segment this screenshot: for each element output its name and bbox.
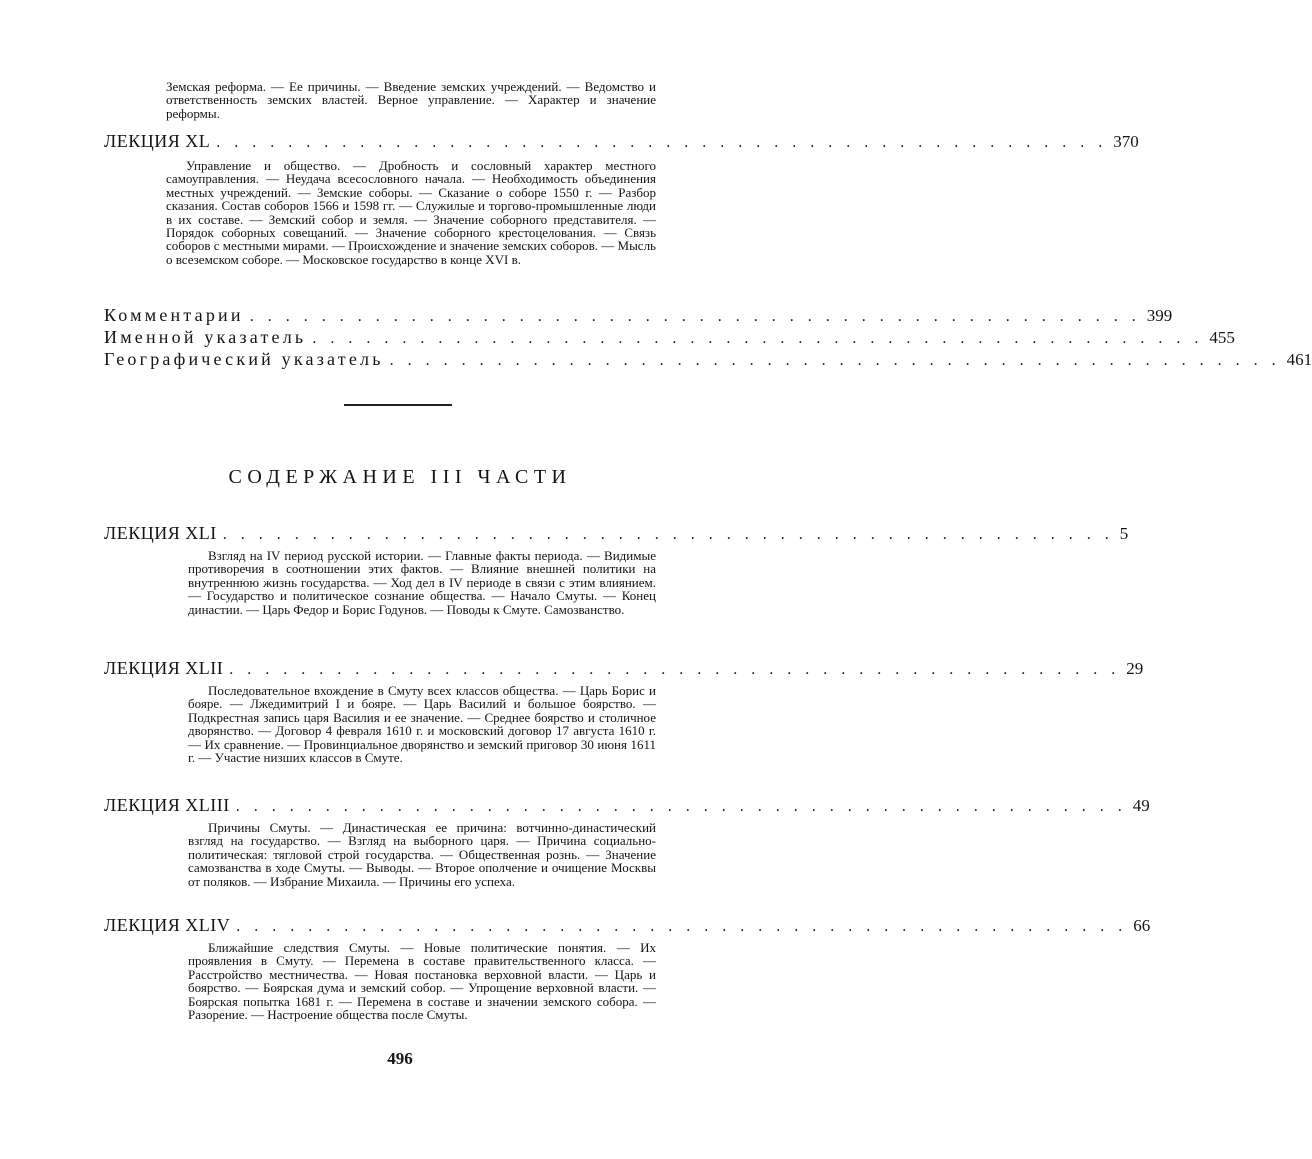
page-ref: 66 <box>1133 916 1151 935</box>
dot-leader: . . . . . . . . . . . . . . . . . . . . . . . . . . . . . . . . . . . . . . . . . . . . . . . . . . <box>216 134 1108 151</box>
dot-leader: . . . . . . . . . . . . . . . . . . . . . . . . . . . . . . . . . . . . . . . . . . . . . . . . . . <box>229 661 1121 678</box>
toc-entry-geo-index <box>104 348 1312 372</box>
lecture-summary: Управление и общество. — Дробность и сословный характер местного самоуправления. — Неудача всесословного начала. — Необходимость объединения местных учреждений. — Земские соборы. — Сказание о соборе 1550 г. — Разбор сказания. Состав соборов 1566 и 1598 гг. — Служилые и торгово-промышленные люди в их составе. — Земский собор и земля. — Значение соборного представителя. — Порядок соборных совещаний. — Значение соборного крестоцелования. — Связь соборов с местными мирами. — Происхождение и значение земских соборов. — Мысль о всеземском соборе. — Московское государство в конце XVI в. <box>166 158 656 267</box>
toc-entry <box>104 914 1151 938</box>
toc-entry-comments <box>104 304 1173 328</box>
dot-leader: . . . . . . . . . . . . . . . . . . . . . . . . . . . . . . . . . . . . . . . . . . . . . . . . . . <box>236 918 1128 935</box>
lecture-title: ЛЕКЦИЯ XLI <box>104 523 217 543</box>
entry-title: Географический указатель <box>104 349 384 369</box>
lecture-summary: Взгляд на IV период русской истории. — Главные факты периода. — Видимые противоречия в соотношении этих фактов. — Влияние внешней политики на внутреннюю жизнь государства. — Ход дел в IV периоде в связи с этим влиянием. — Государство и политическое сознание общества. — Начало Смуты. — Конец династии. — Царь Федор и Борис Годунов. — Поводы к Смуте. Самозванство. <box>188 548 656 617</box>
section-divider <box>344 404 452 406</box>
page-ref: 461 <box>1286 350 1312 369</box>
dot-leader: . . . . . . . . . . . . . . . . . . . . . . . . . . . . . . . . . . . . . . . . . . . . . . . . . . <box>235 798 1127 815</box>
page-ref: 49 <box>1132 796 1150 815</box>
entry-title: Комментарии <box>104 305 244 325</box>
lecture-summary: Последовательное вхождение в Смуту всех классов общества. — Царь Борис и бояре. — Лжедимитрий I и бояре. — Царь Василий и большое боярство. — Подкрестная запись царя Василия и ее значение. — Среднее боярство и столичное дворянство. — Договор 4 февраля 1610 г. и московский договор 17 августа 1610 г. — Их сравнение. — Провинциальное дворянство и земский приговор 30 июня 1611 г. — Участие низших классов в Смуте. <box>188 683 656 766</box>
lecture-summary: Ближайшие следствия Смуты. — Новые политические понятия. — Их проявления в Смуту. — Перемена в составе правительственного класса. — Расстройство местничества. — Новая постановка верховной власти. — Царь и боярство. — Боярская дума и земский собор. — Упрощение верховной власти. — Боярская попытка 1681 г. — Перемена в составе и значении земского собора. — Разорение. — Настроение общества после Смуты. <box>188 940 656 1023</box>
dot-leader: . . . . . . . . . . . . . . . . . . . . . . . . . . . . . . . . . . . . . . . . . . . . . . . . . . <box>389 352 1281 369</box>
lecture-summary: Земская реформа. — Ее причины. — Введение земских учреждений. — Ведомство и ответственность земских властей. Верное управление. — Характер и значение реформы. <box>166 79 656 121</box>
section-heading: СОДЕРЖАНИЕ III ЧАСТИ <box>228 466 572 488</box>
lecture-title: ЛЕКЦИЯ XLIV <box>104 915 231 935</box>
page-ref: 29 <box>1126 659 1144 678</box>
dot-leader: . . . . . . . . . . . . . . . . . . . . . . . . . . . . . . . . . . . . . . . . . . . . . . . . . . <box>312 330 1204 347</box>
toc-entry <box>104 657 1144 681</box>
page-ref: 5 <box>1119 524 1129 543</box>
lecture-title: ЛЕКЦИЯ XL <box>104 131 211 151</box>
lecture-title: ЛЕКЦИЯ XLIII <box>104 795 230 815</box>
dot-leader: . . . . . . . . . . . . . . . . . . . . . . . . . . . . . . . . . . . . . . . . . . . . . . . . . . <box>249 308 1141 325</box>
dot-leader: . . . . . . . . . . . . . . . . . . . . . . . . . . . . . . . . . . . . . . . . . . . . . . . . . . <box>222 526 1114 543</box>
toc-entry <box>104 794 1150 818</box>
toc-entry <box>104 130 1139 154</box>
lecture-title: ЛЕКЦИЯ XLII <box>104 658 224 678</box>
lecture-summary: Причины Смуты. — Династическая ее причина: вотчинно-династический взгляд на государство. — Взгляд на выборного царя. — Причина социально-политическая: тягловой строй государства. — Общественная рознь. — Значение самозванства в ходе Смуты. — Выводы. — Второе ополчение и очищение Москвы от поляков. — Избрание Михаила. — Причины его успеха. <box>188 820 656 889</box>
page-number: 496 <box>387 1049 413 1068</box>
toc-entry <box>104 522 1129 546</box>
page-ref: 455 <box>1209 328 1235 347</box>
toc-entry-name-index <box>104 326 1235 350</box>
page-ref: 399 <box>1146 306 1173 325</box>
entry-title: Именной указатель <box>104 327 307 347</box>
page-ref: 370 <box>1113 132 1139 151</box>
